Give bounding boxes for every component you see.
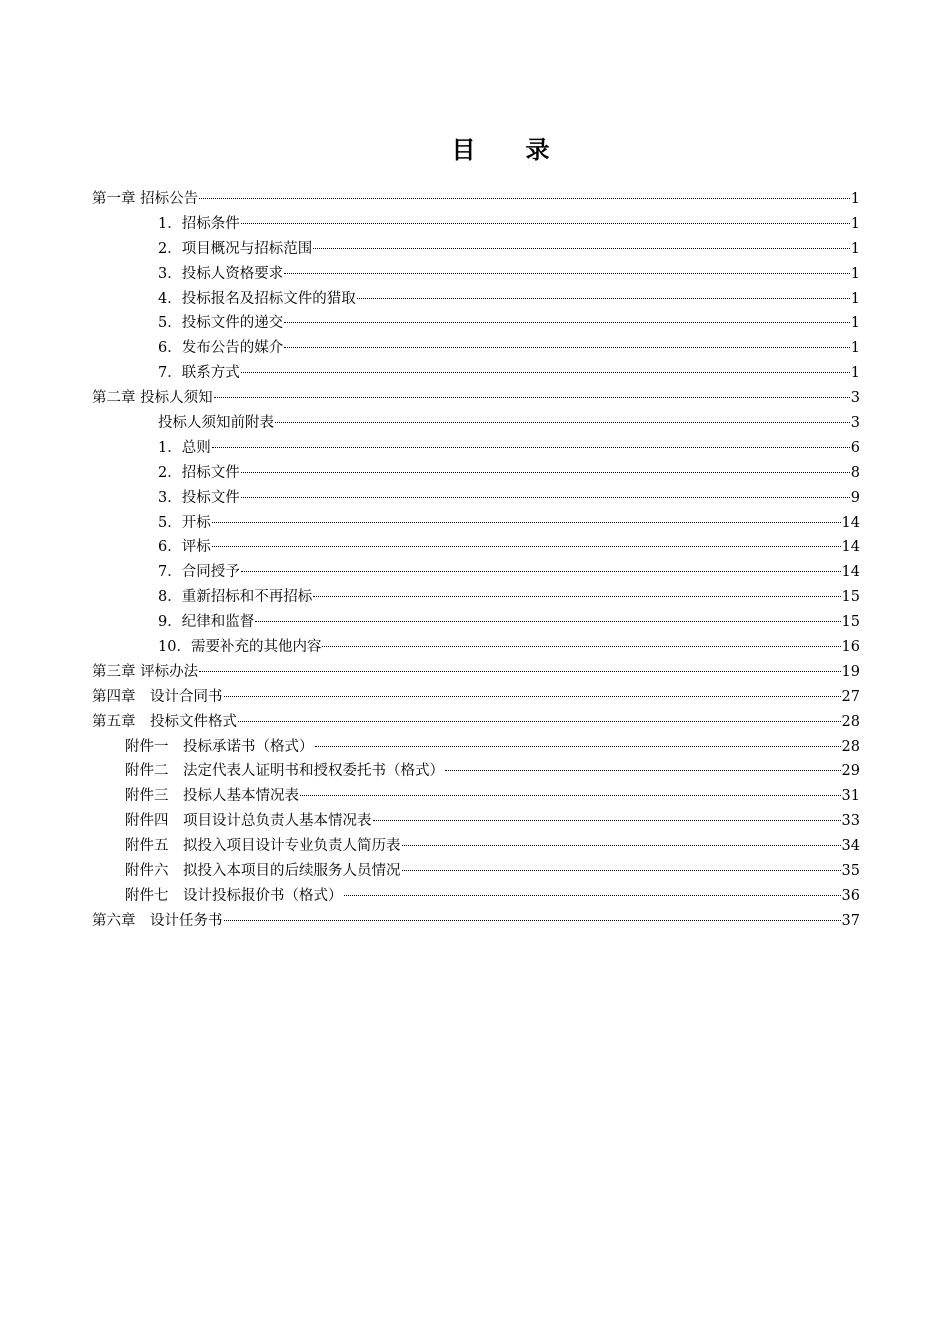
toc-entry-page-number: 15 bbox=[841, 614, 860, 631]
toc-entry[interactable] bbox=[92, 187, 860, 212]
toc-dot-leader bbox=[241, 372, 850, 373]
toc-entry[interactable] bbox=[92, 411, 860, 436]
toc-entry[interactable] bbox=[92, 287, 860, 312]
toc-entry-page-number: 33 bbox=[841, 813, 860, 830]
toc-entry[interactable] bbox=[92, 735, 860, 760]
toc-entry-page-number: 36 bbox=[841, 887, 860, 904]
toc-entry-label: 第四章 设计合同书 bbox=[92, 688, 223, 705]
toc-entry-label: 10．需要补充的其他内容 bbox=[158, 639, 322, 656]
toc-entry[interactable] bbox=[92, 262, 860, 287]
toc-entry[interactable] bbox=[92, 710, 860, 735]
toc-dot-leader bbox=[224, 920, 841, 921]
toc-entry[interactable] bbox=[92, 660, 860, 685]
toc-entry[interactable] bbox=[92, 635, 860, 660]
toc-entry[interactable] bbox=[92, 784, 860, 809]
toc-entry[interactable] bbox=[92, 212, 860, 237]
toc-entry-page-number: 3 bbox=[850, 415, 860, 432]
toc-title bbox=[0, 130, 950, 165]
toc-entry-label: 附件一 投标承诺书（格式） bbox=[125, 738, 314, 755]
toc-dot-leader bbox=[224, 696, 841, 697]
toc-entry-label: 第五章 投标文件格式 bbox=[92, 713, 237, 730]
toc-dot-leader bbox=[313, 248, 850, 249]
toc-entry-page-number: 1 bbox=[850, 315, 860, 332]
toc-entry[interactable] bbox=[92, 311, 860, 336]
toc-entry-page-number: 14 bbox=[841, 539, 860, 556]
toc-entry[interactable] bbox=[92, 909, 860, 934]
toc-entry[interactable] bbox=[92, 685, 860, 710]
toc-entry-page-number: 34 bbox=[841, 838, 860, 855]
toc-entry-page-number: 9 bbox=[850, 489, 860, 506]
toc-dot-leader bbox=[241, 472, 850, 473]
toc-entry-label: 附件五 拟投入项目设计专业负责人简历表 bbox=[125, 838, 401, 855]
toc-entry[interactable] bbox=[92, 436, 860, 461]
toc-dot-leader bbox=[402, 845, 841, 846]
toc-entry-label: 3．投标文件 bbox=[158, 489, 240, 506]
toc-entry-label: 4．投标报名及招标文件的猎取 bbox=[158, 290, 356, 307]
toc-dot-leader bbox=[238, 721, 841, 722]
table-of-contents bbox=[92, 187, 860, 934]
toc-entry-page-number: 6 bbox=[850, 439, 860, 456]
toc-dot-leader bbox=[373, 820, 841, 821]
toc-entry[interactable] bbox=[92, 809, 860, 834]
toc-entry-page-number: 29 bbox=[841, 763, 860, 780]
toc-entry-page-number: 1 bbox=[850, 191, 860, 207]
toc-entry-label: 第三章 评标办法 bbox=[92, 663, 199, 680]
toc-dot-leader bbox=[315, 746, 841, 747]
toc-dot-leader bbox=[322, 646, 840, 647]
toc-entry-page-number: 1 bbox=[850, 340, 860, 357]
toc-entry-page-number: 1 bbox=[850, 290, 860, 307]
toc-dot-leader bbox=[402, 870, 841, 871]
toc-entry[interactable] bbox=[92, 884, 860, 909]
toc-entry[interactable] bbox=[92, 560, 860, 585]
toc-entry-page-number: 8 bbox=[850, 464, 860, 481]
toc-title-right: 录 bbox=[525, 135, 552, 164]
toc-dot-leader bbox=[212, 522, 841, 523]
toc-dot-leader bbox=[241, 571, 841, 572]
toc-entry[interactable] bbox=[92, 486, 860, 511]
toc-entry-page-number: 31 bbox=[841, 788, 860, 805]
toc-entry-page-number: 37 bbox=[841, 912, 860, 929]
toc-entry[interactable] bbox=[92, 336, 860, 361]
toc-entry[interactable] bbox=[92, 237, 860, 262]
toc-dot-leader bbox=[344, 895, 841, 896]
toc-entry-label: 9．纪律和监督 bbox=[158, 614, 255, 631]
toc-dot-leader bbox=[284, 322, 850, 323]
toc-entry-label: 1．招标条件 bbox=[158, 215, 240, 232]
toc-entry[interactable] bbox=[92, 535, 860, 560]
toc-entry-label: 7．合同授予 bbox=[158, 564, 240, 581]
toc-entry-page-number: 19 bbox=[841, 663, 860, 680]
toc-entry-label: 5．开标 bbox=[158, 514, 211, 531]
toc-entry[interactable] bbox=[92, 386, 860, 411]
toc-dot-leader bbox=[214, 397, 850, 398]
toc-entry-label: 2．项目概况与招标范围 bbox=[158, 240, 313, 257]
toc-entry[interactable] bbox=[92, 361, 860, 386]
toc-entry-label: 第一章 招标公告 bbox=[92, 191, 199, 207]
toc-entry-label: 第二章 投标人须知 bbox=[92, 390, 213, 407]
toc-entry-label: 附件三 投标人基本情况表 bbox=[125, 788, 299, 805]
toc-entry[interactable] bbox=[92, 834, 860, 859]
toc-entry[interactable] bbox=[92, 610, 860, 635]
toc-entry-page-number: 1 bbox=[850, 365, 860, 382]
toc-entry-page-number: 1 bbox=[850, 215, 860, 232]
toc-dot-leader bbox=[241, 223, 850, 224]
toc-entry-page-number: 28 bbox=[841, 738, 860, 755]
toc-title-left: 目 bbox=[451, 135, 478, 164]
toc-entry-label: 8．重新招标和不再招标 bbox=[158, 589, 313, 606]
toc-entry-page-number: 14 bbox=[841, 564, 860, 581]
toc-entry-page-number: 16 bbox=[841, 639, 860, 656]
toc-dot-leader bbox=[313, 596, 840, 597]
toc-entry[interactable] bbox=[92, 511, 860, 536]
toc-entry-page-number: 14 bbox=[841, 514, 860, 531]
toc-dot-leader bbox=[445, 770, 841, 771]
toc-dot-leader bbox=[300, 795, 841, 796]
toc-dot-leader bbox=[284, 273, 850, 274]
toc-entry-page-number: 35 bbox=[841, 863, 860, 880]
toc-dot-leader bbox=[284, 347, 850, 348]
toc-dot-leader bbox=[199, 198, 850, 199]
toc-entry-page-number: 27 bbox=[841, 688, 860, 705]
toc-entry-page-number: 28 bbox=[841, 713, 860, 730]
toc-entry-page-number: 3 bbox=[850, 390, 860, 407]
toc-entry-page-number: 1 bbox=[850, 240, 860, 257]
toc-dot-leader bbox=[275, 422, 850, 423]
toc-entry-page-number: 15 bbox=[841, 589, 860, 606]
toc-dot-leader bbox=[212, 447, 850, 448]
toc-entry-label: 第六章 设计任务书 bbox=[92, 912, 223, 929]
toc-entry[interactable] bbox=[92, 859, 860, 884]
toc-entry-label: 投标人须知前附表 bbox=[158, 415, 274, 432]
toc-entry-label: 2．招标文件 bbox=[158, 464, 240, 481]
toc-entry-label: 6．评标 bbox=[158, 539, 211, 556]
toc-entry[interactable] bbox=[92, 759, 860, 784]
toc-entry-label: 附件六 拟投入本项目的后续服务人员情况 bbox=[125, 863, 401, 880]
toc-entry[interactable] bbox=[92, 461, 860, 486]
toc-entry-label: 1．总则 bbox=[158, 439, 211, 456]
toc-entry-label: 附件四 项目设计总负责人基本情况表 bbox=[125, 813, 372, 830]
toc-entry-label: 3．投标人资格要求 bbox=[158, 265, 284, 282]
toc-entry-label: 7．联系方式 bbox=[158, 365, 240, 382]
toc-dot-leader bbox=[357, 298, 850, 299]
toc-dot-leader bbox=[255, 621, 840, 622]
toc-dot-leader bbox=[241, 497, 850, 498]
toc-entry-label: 5．投标文件的递交 bbox=[158, 315, 284, 332]
toc-dot-leader bbox=[199, 671, 840, 672]
toc-dot-leader bbox=[212, 546, 841, 547]
toc-entry-label: 6．发布公告的媒介 bbox=[158, 340, 284, 357]
toc-entry-label: 附件七 设计投标报价书（格式） bbox=[125, 887, 343, 904]
toc-entry-page-number: 1 bbox=[850, 265, 860, 282]
toc-entry[interactable] bbox=[92, 585, 860, 610]
toc-entry-label: 附件二 法定代表人证明书和授权委托书（格式） bbox=[125, 763, 444, 780]
